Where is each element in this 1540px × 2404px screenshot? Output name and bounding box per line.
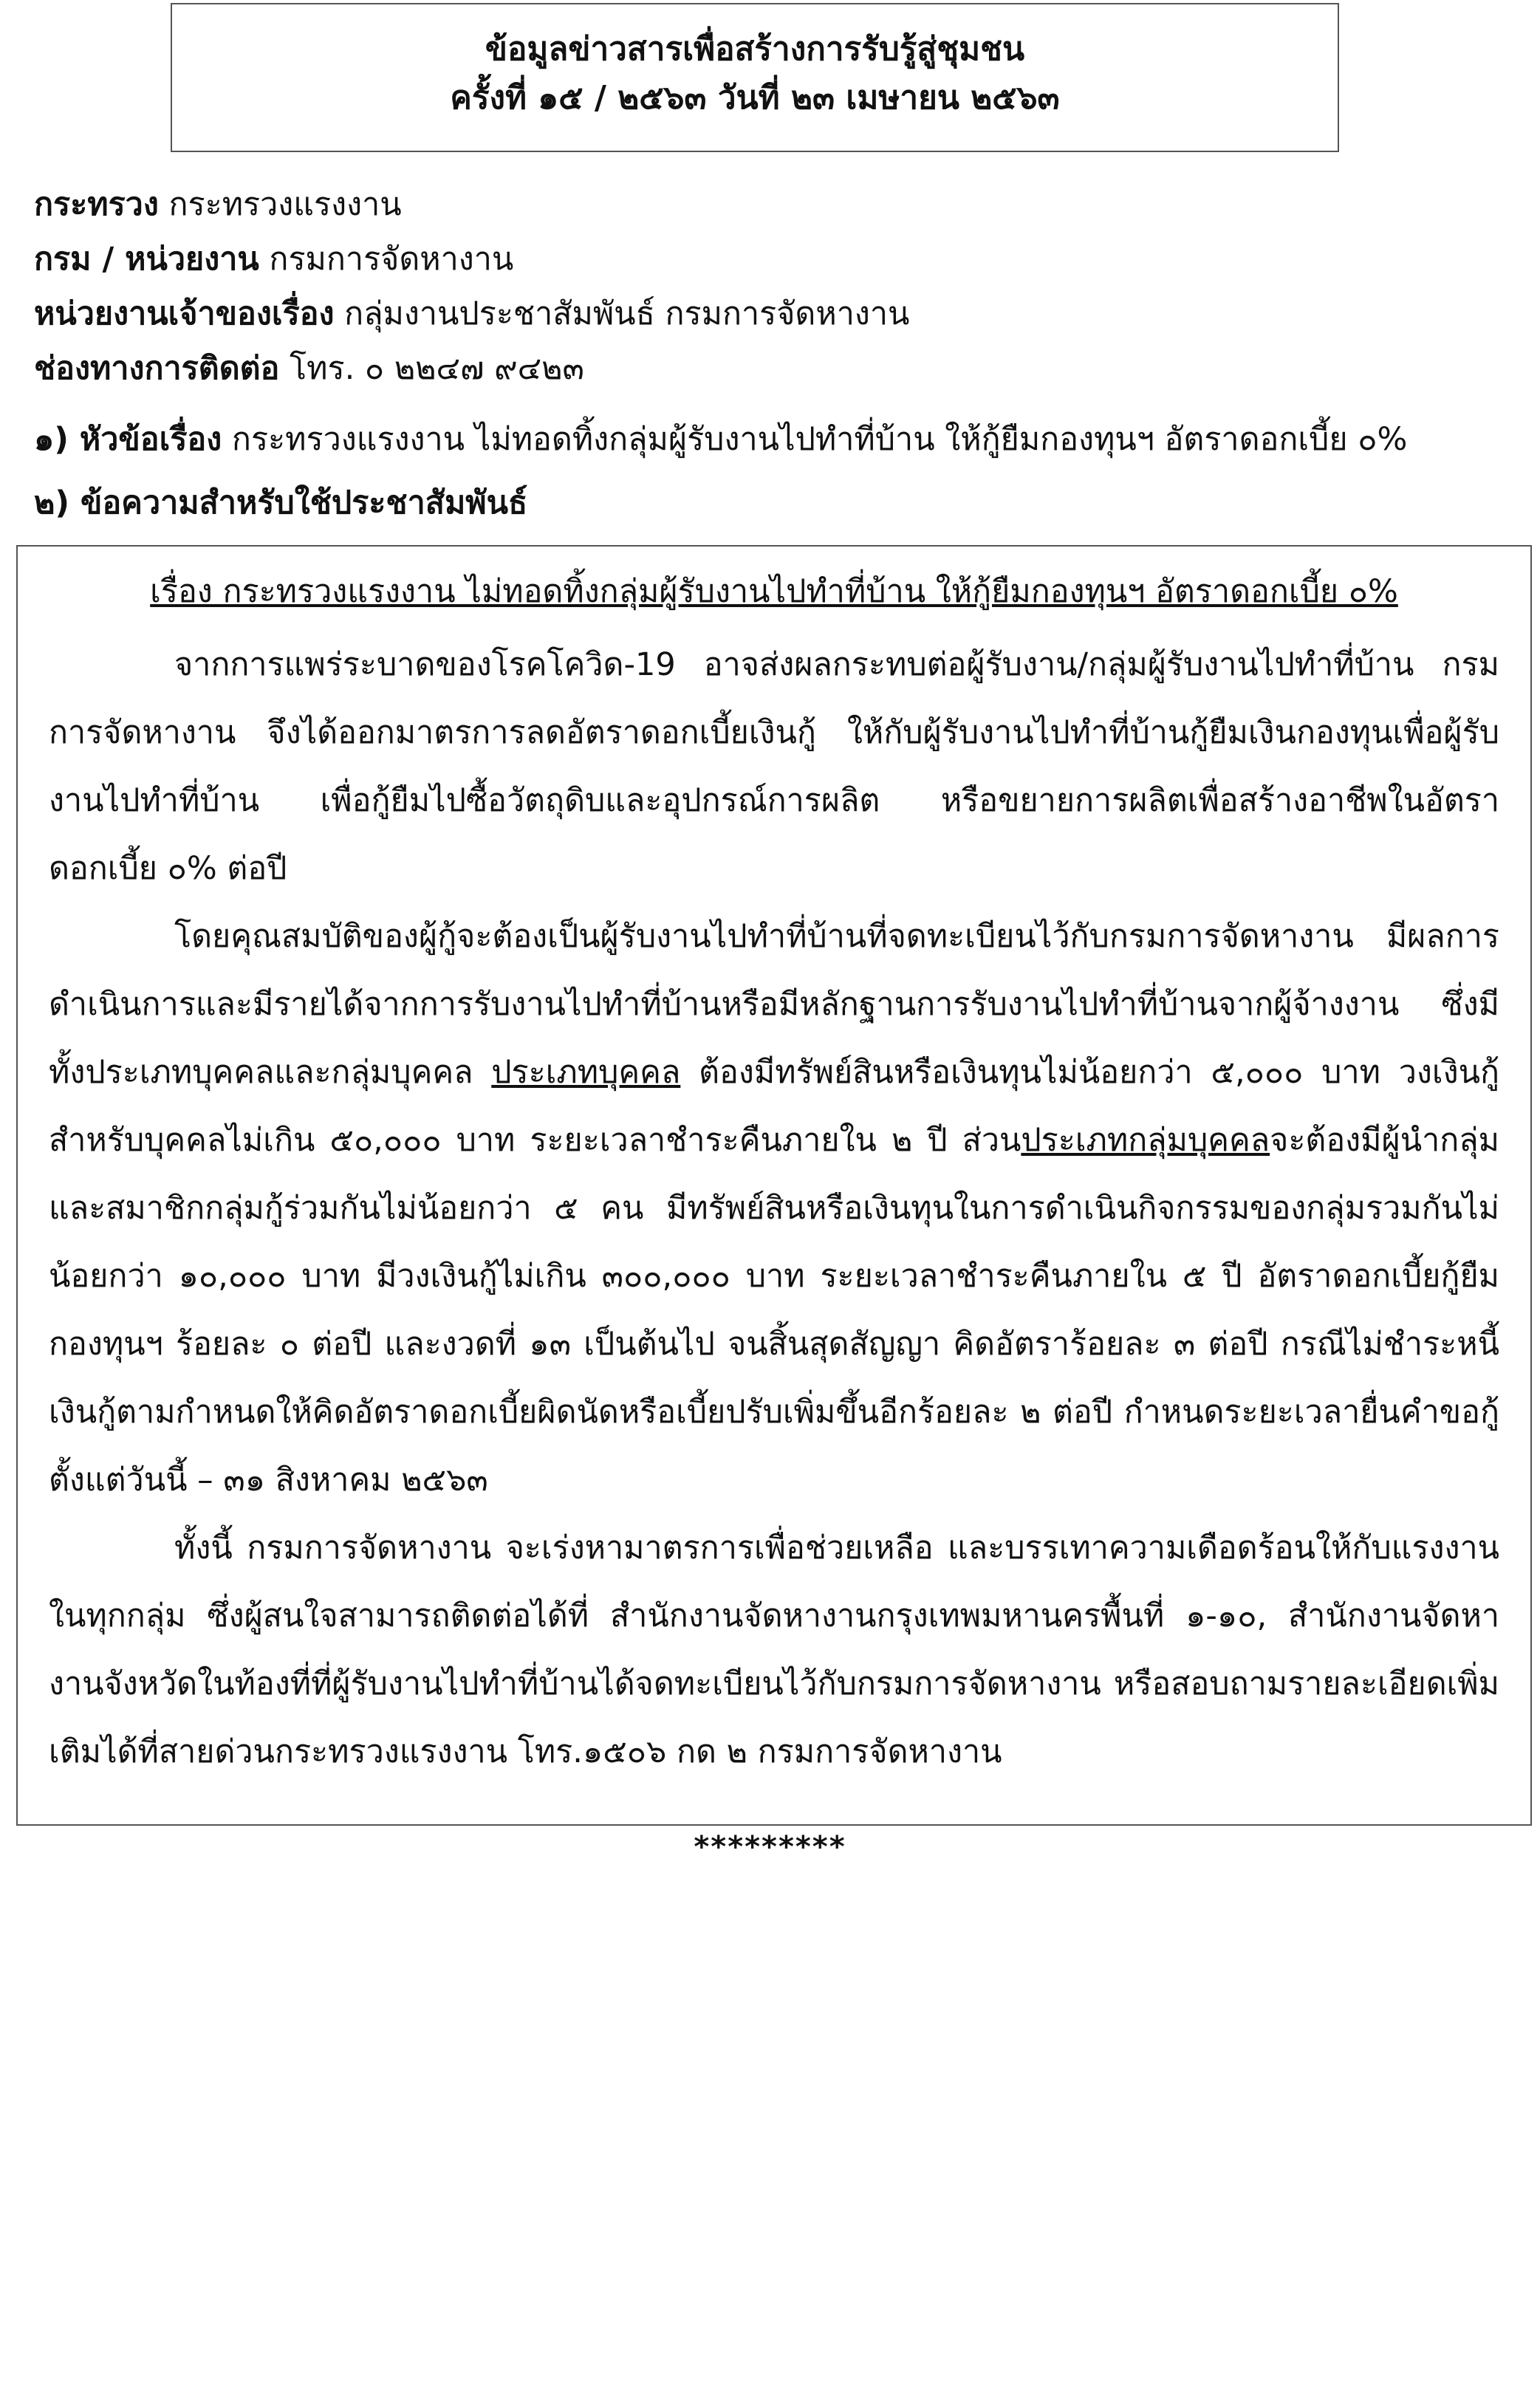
owner-label: หน่วยงานเจ้าของเรื่อง: [34, 295, 335, 332]
paragraph-2-group: จะต้องมีผู้นำกลุ่มและสมาชิกกลุ่มกู้ร่วมกันไม่น้อยกว่า ๕ คน มีทรัพย์สินหรือเงินทุนในการดำเนินกิจกรรมของกลุ่มรวมกันไม่น้อยกว่า ๑๐,๐๐๐ บาท มีวงเงินกู้ไม่เกิน ๓๐๐,๐๐๐ บาท ระยะเวลาชำระคืนภายใน ๕ ปี อัตราดอกเบี้ยกู้ยืมกองทุนฯ ร้อยละ ๐ ต่อปี และงวดที่ ๑๓ เป็นต้นไป จนสิ้นสุดสัญญา คิดอัตราร้อยละ ๓ ต่อปี กรณีไม่ชำระหนี้เงินกู้ตามกำหนดให้คิดอัตราดอกเบี้ยผิดนัดหรือเบี้ยปรับเพิ่มขึ้นอีกร้อยละ ๒ ต่อปี กำหนดระยะเวลายื่นคำขอกู้ ตั้งแต่วันนี้ – ๓๑ สิงหาคม ๒๕๖๓: [49, 1122, 1499, 1499]
ministry-line: [34, 177, 1504, 232]
topic-value: กระทรวงแรงงาน ไม่ทอดทิ้งกลุ่มผู้รับงานไปทำที่บ้าน ให้กู้ยืมกองทุนฯ อัตราดอกเบี้ย ๐%: [231, 421, 1408, 458]
department-value: กรมการจัดหางาน: [269, 241, 514, 278]
group-type-label: ประเภทกลุ่มบุคคล: [1021, 1122, 1270, 1159]
contact-value: โทร. ๐ ๒๒๔๗ ๙๔๒๓: [290, 350, 584, 387]
contact-label: ช่องทางการติดต่อ: [34, 350, 280, 387]
paragraph-2-individual: ต้องมีทรัพย์สินหรือเงินทุนไม่น้อยกว่า ๕,๐๐๐ บาท วงเงินกู้สำหรับบุคคลไม่เกิน ๕๐,๐๐๐ บาท ระยะเวลาชำระคืนภายใน ๒ ปี ส่วน: [49, 1054, 1499, 1159]
paragraph-2-intro: โดยคุณสมบัติของผู้กู้จะต้องเป็นผู้รับงานไปทำที่บ้านที่จดทะเบียนไว้กับกรมการจัดหางาน มีผลการดำเนินการและมีรายได้จากการรับงานไปทำที่บ้านหรือมีหลักฐานการรับงานไปทำที่บ้านจากผู้จ้างงาน ซึ่งมีทั้งประเภทบุคคลและกลุ่มบุคคล: [49, 918, 1499, 1091]
ministry-label: กระทรวง: [34, 186, 159, 223]
pr-section-line: [34, 476, 1504, 530]
topic-line: [34, 412, 1504, 467]
owner-line: [34, 287, 1504, 341]
individual-type-label: ประเภทบุคคล: [491, 1054, 681, 1091]
ministry-value: กระทรวงแรงงาน: [168, 186, 402, 223]
issue-date-line: ครั้งที่ ๑๕ / ๒๕๖๓ วันที่ ๒๓ เมษายน ๒๕๖๓: [450, 79, 1060, 117]
message-paragraph-2: [49, 903, 1499, 1514]
owner-value: กลุ่มงานประชาสัมพันธ์ กรมการจัดหางาน: [344, 295, 910, 332]
meta-section: [34, 177, 1504, 530]
department-label: กรม / หน่วยงาน: [34, 241, 259, 278]
message-paragraph-1: จากการแพร่ระบาดของโรคโควิด-19 อาจส่งผลกระทบต่อผู้รับงาน/กลุ่มผู้รับงานไปทำที่บ้าน กรมการจัดหางาน จึงได้ออกมาตรการลดอัตราดอกเบี้ยเงินกู้ ให้กับผู้รับงานไปทำที่บ้านกู้ยืมเงินกองทุนเพื่อผู้รับงานไปทำที่บ้าน เพื่อกู้ยืมไปซื้อวัตถุดิบและอุปกรณ์การผลิต หรือขยายการผลิตเพื่อสร้างอาชีพในอัตราดอกเบี้ย ๐% ต่อปี: [49, 646, 1499, 887]
pr-message-box: [16, 545, 1532, 1826]
message-title: เรื่อง กระทรวงแรงงาน ไม่ทอดทิ้งกลุ่มผู้รับงานไปทำที่บ้าน ให้กู้ยืมกองทุนฯ อัตราดอกเบี้ย ๐%: [150, 573, 1398, 610]
end-marker: *********: [694, 1830, 846, 1864]
contact-line: [34, 341, 1504, 396]
pr-section-label: ๒) ข้อความสำหรับใช้ประชาสัมพันธ์: [34, 484, 528, 521]
topic-label: ๑) หัวข้อเรื่อง: [34, 421, 222, 458]
message-paragraph-3: ทั้งนี้ กรมการจัดหางาน จะเร่งหามาตรการเพื่อช่วยเหลือ และบรรเทาความเดือดร้อนให้กับแรงงานในทุกกลุ่ม ซึ่งผู้สนใจสามารถติดต่อได้ที่ สำนักงานจัดหางานกรุงเทพมหานครพื้นที่ ๑-๑๐, สำนักงานจัดหางานจังหวัดในท้องที่ที่ผู้รับงานไปทำที่บ้านได้จดทะเบียนไว้กับกรมการจัดหางาน หรือสอบถามรายละเอียดเพิ่มเติมได้ที่สายด่วนกระทรวงแรงงาน โทร.๑๕๐๖ กด ๒ กรมการจัดหางาน: [49, 1530, 1499, 1770]
department-line: [34, 232, 1504, 287]
header-box: [171, 3, 1339, 152]
document-title: ข้อมูลข่าวสารเพื่อสร้างการรับรู้สู่ชุมชน: [485, 30, 1025, 68]
